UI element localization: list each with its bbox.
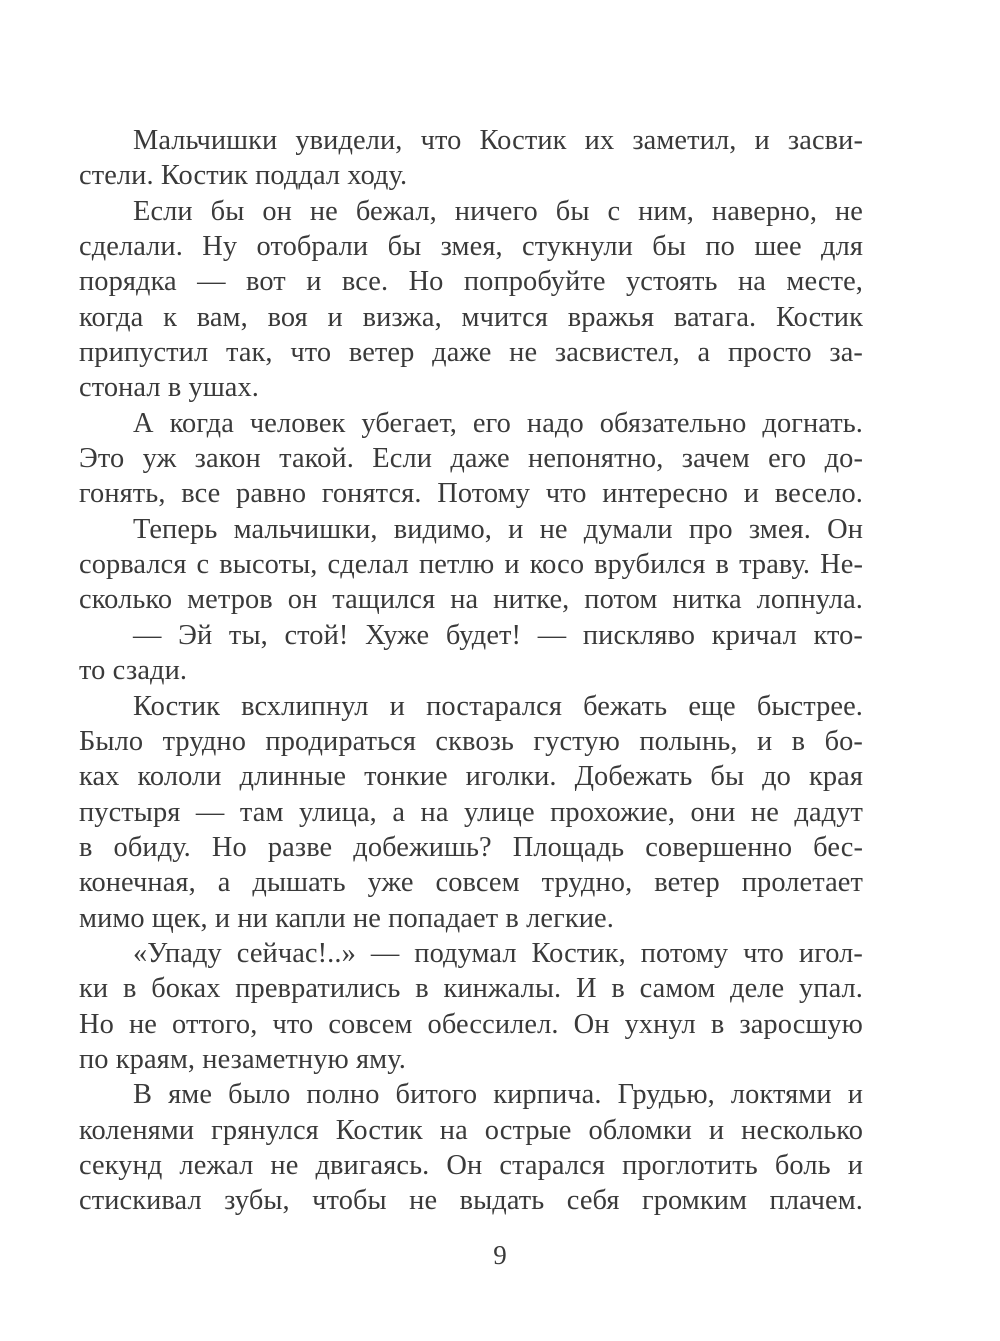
text-line: когда к вам, воя и визжа, мчится вражья ватага. Костик bbox=[79, 301, 863, 333]
text-line: в обиду. Но разве добежишь? Площадь совершенно бес- bbox=[79, 831, 863, 863]
text-line: припустил так, что ветер даже не засвистел, а просто за- bbox=[79, 337, 863, 369]
text-line: стели. Костик поддал ходу. bbox=[79, 160, 408, 192]
text-line: В яме было полно битого кирпича. Грудью, локтями и bbox=[133, 1079, 863, 1111]
body-text bbox=[79, 123, 863, 1219]
text-line: сделали. Ну отобрали бы змея, стукнули бы по шее для bbox=[79, 231, 863, 263]
text-line: мимо щек, и ни капли не попадает в легкие. bbox=[79, 902, 614, 934]
text-line: стискивал зубы, чтобы не выдать себя громким плачем. bbox=[79, 1185, 863, 1217]
text-line: Было трудно продираться сквозь густую полынь, и в бо- bbox=[79, 725, 863, 757]
paragraph bbox=[79, 406, 863, 512]
text-line: секунд лежал не двигаясь. Он старался проглотить боль и bbox=[79, 1149, 863, 1181]
text-line: коленями грянулся Костик на острые обломки и несколько bbox=[79, 1114, 863, 1146]
paragraph bbox=[79, 512, 863, 618]
text-line: сорвался с высоты, сделал петлю и косо врубился в траву. Не- bbox=[79, 549, 863, 581]
text-line: по краям, незаметную яму. bbox=[79, 1043, 406, 1075]
paragraph bbox=[79, 1077, 863, 1218]
text-line: пустыря — там улица, а на улице прохожие, они не дадут bbox=[79, 796, 863, 828]
text-line: ки в боках превратились в кинжалы. И в самом деле упал. bbox=[79, 973, 863, 1005]
text-line: Костик всхлипнул и постарался бежать еще быстрее. bbox=[133, 690, 863, 722]
paragraph bbox=[79, 689, 863, 936]
text-line: Но не оттого, что совсем обессилел. Он ухнул в заросшую bbox=[79, 1008, 863, 1040]
paragraph bbox=[79, 123, 863, 194]
paragraph bbox=[79, 936, 863, 1077]
text-line: ках кололи длинные тонкие иголки. Добежать бы до края bbox=[79, 761, 863, 793]
text-line: конечная, а дышать уже совсем трудно, ветер пролетает bbox=[79, 867, 863, 899]
text-line: гонять, все равно гонятся. Потому что интересно и весело. bbox=[79, 478, 863, 510]
text-line: — Эй ты, стой! Хуже будет! — пискляво кричал кто- bbox=[133, 619, 863, 651]
text-line: стонал в ушах. bbox=[79, 372, 259, 404]
paragraph bbox=[79, 618, 863, 689]
text-line: Теперь мальчишки, видимо, и не думали про змея. Он bbox=[133, 513, 863, 545]
text-line: Если бы он не бежал, ничего бы с ним, наверно, не bbox=[133, 195, 863, 227]
text-line: А когда человек убегает, его надо обязательно догнать. bbox=[133, 407, 863, 439]
text-line: порядка — вот и все. Но попробуйте устоять на месте, bbox=[79, 266, 863, 298]
text-line: Мальчишки увидели, что Костик их заметил, и засви- bbox=[133, 125, 863, 156]
text-line: Это уж закон такой. Если даже непонятно, зачем его до- bbox=[79, 443, 863, 475]
page-number: 9 bbox=[493, 1240, 507, 1270]
text-line: «Упаду сейчас!..» — подумал Костик, потому что игол- bbox=[133, 937, 863, 969]
text-line: сколько метров он тащился на нитке, потом нитка лопнула. bbox=[79, 584, 863, 616]
text-line: то сзади. bbox=[79, 655, 188, 687]
paragraph bbox=[79, 194, 863, 406]
